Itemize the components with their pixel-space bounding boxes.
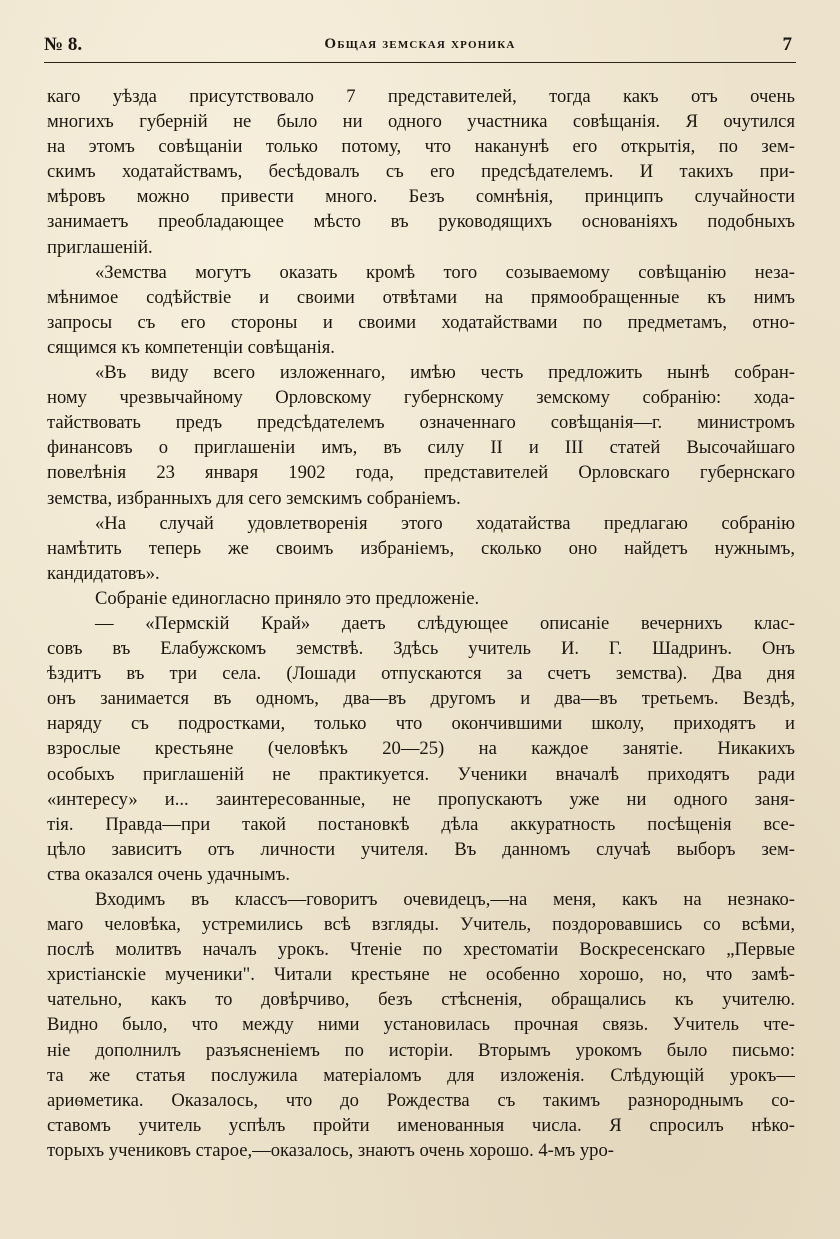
text-line: сящимся къ компетенціи совѣщанія. bbox=[47, 336, 335, 358]
paragraph bbox=[47, 586, 795, 611]
text-line: чательно, какъ то довѣрчиво, безъ стѣсненія, обращались къ учителю. bbox=[47, 989, 795, 1011]
text-line: особыхъ приглашеній не практикуется. Ученики вначалѣ приходятъ ради bbox=[47, 763, 795, 785]
text-line: намѣтить теперь же своимъ избраніемъ, сколько оно найдетъ нужнымъ, bbox=[47, 537, 795, 559]
text-line: скимъ ходатайствамъ, бесѣдовалъ съ его предсѣдателемъ. И такихъ при- bbox=[47, 161, 795, 183]
text-line: ства оказался очень удачнымъ. bbox=[47, 863, 291, 885]
text-line: каго уѣзда присутствовало 7 представителей, тогда какъ отъ очень bbox=[47, 86, 795, 107]
text-line: маго человѣка, устремились всѣ взгляды. Учитель, поздоровавшись со всѣми, bbox=[47, 914, 795, 936]
text-line: запросы съ его стороны и своими ходатайствами по предметамъ, отно- bbox=[47, 311, 795, 333]
running-title: Общая земская хроника bbox=[324, 36, 516, 52]
running-header bbox=[44, 34, 796, 60]
paragraph bbox=[47, 360, 795, 511]
text-line: «На случай удовлетворенія этого ходатайства предлагаю собранію bbox=[95, 512, 795, 534]
paragraph bbox=[47, 84, 795, 260]
text-line: торыхъ учениковъ старое,—оказалось, знаютъ очень хорошо. 4-мъ уро- bbox=[47, 1139, 614, 1161]
text-line: «интересу» и... заинтересованные, не пропускаютъ уже ни одного заня- bbox=[47, 788, 795, 810]
paragraph bbox=[47, 511, 795, 586]
text-line: мѣнимое содѣйствіе и своими отвѣтами на прямообращенные къ нимъ bbox=[47, 286, 795, 308]
paragraph bbox=[47, 887, 795, 1163]
text-line: ставомъ учитель успѣлъ пройти именованныя числа. Я спросилъ нѣко- bbox=[47, 1114, 795, 1136]
text-line: земства, избранныхъ для сего земскимъ собраніемъ. bbox=[47, 487, 461, 509]
text-line: ѣздитъ въ три села. (Лошади отпускаются за счетъ земства). Два дня bbox=[47, 663, 795, 685]
header-rule bbox=[44, 62, 796, 63]
text-line: Видно было, что между ними установилась прочная связь. Учитель чте- bbox=[47, 1014, 795, 1036]
text-line: тія. Правда—при такой постановкѣ дѣла аккуратность посѣщенія все- bbox=[47, 813, 795, 835]
text-line: послѣ молитвъ началъ урокъ. Чтеніе по хрестоматіи Воскресенскаго „Первые bbox=[47, 939, 795, 961]
text-line: ариѳметика. Оказалось, что до Рождества съ такимъ разнороднымъ со- bbox=[47, 1089, 795, 1111]
text-line: на этомъ совѣщаніи только потому, что наканунѣ его открытія, по зем- bbox=[47, 136, 795, 158]
text-line: взрослые крестьяне (человѣкъ 20—25) на каждое занятіе. Никакихъ bbox=[47, 738, 795, 760]
text-line: цѣло зависитъ отъ личности учителя. Въ данномъ случаѣ выборъ зем- bbox=[47, 838, 795, 860]
text-line: финансовъ о приглашеніи имъ, въ силу II и III статей Высочайшаго bbox=[47, 437, 795, 459]
text-line: приглашеній. bbox=[47, 236, 153, 258]
text-line: кандидатовъ». bbox=[47, 562, 160, 584]
text-line: Входимъ въ классъ—говоритъ очевидецъ,—на меня, какъ на незнако- bbox=[95, 889, 795, 910]
text-line: ніе дополнилъ разъясненіемъ по исторіи. Вторымъ урокомъ было письмо: bbox=[47, 1039, 795, 1061]
text-line: ному чрезвычайному Орловскому губернскому земскому собранію: хода- bbox=[47, 387, 795, 409]
text-line: занимаетъ преобладающее мѣсто въ руководящихъ основаніяхъ подобныхъ bbox=[47, 211, 795, 233]
text-line: христіанскіе мученики". Читали крестьяне не особенно хорошо, но, что замѣ- bbox=[47, 964, 795, 986]
text-line: тайствовать предъ предсѣдателемъ означеннаго совѣщанія—г. министромъ bbox=[47, 412, 795, 434]
text-line: «Земства могутъ оказать кромѣ того созываемому совѣщанію неза- bbox=[95, 261, 795, 283]
text-line: многихъ губерній не было ни одного участника совѣщанія. Я очутился bbox=[47, 111, 795, 133]
text-line: мѣровъ можно привести много. Безъ сомнѣнія, принципъ случайности bbox=[47, 186, 795, 208]
text-line: «Въ виду всего изложеннаго, имѣю честь предложить нынѣ собран- bbox=[95, 362, 795, 384]
text-line: — «Пермскій Край» даетъ слѣдующее описаніе вечернихъ клас- bbox=[95, 612, 795, 634]
page-number: 7 bbox=[782, 34, 792, 55]
text-line: совъ въ Елабужскомъ земствѣ. Здѣсь учитель И. Г. Шадринъ. Онъ bbox=[47, 638, 795, 660]
text-line: Собраніе единогласно приняло это предложеніе. bbox=[95, 587, 480, 609]
paragraph bbox=[47, 611, 795, 887]
text-line: повелѣнія 23 января 1902 года, представителей Орловскаго губернскаго bbox=[47, 462, 795, 484]
paragraph bbox=[47, 260, 795, 360]
text-line: та же статья послужила матеріаломъ для изложенія. Слѣдующій урокъ— bbox=[47, 1064, 795, 1086]
article-body bbox=[47, 84, 795, 1163]
issue-number: № 8. bbox=[44, 34, 83, 55]
text-line: наряду съ подростками, только что окончившими школу, приходятъ и bbox=[47, 713, 795, 735]
text-line: онъ занимается въ одномъ, два—въ другомъ и два—въ третьемъ. Вездѣ, bbox=[47, 688, 795, 710]
